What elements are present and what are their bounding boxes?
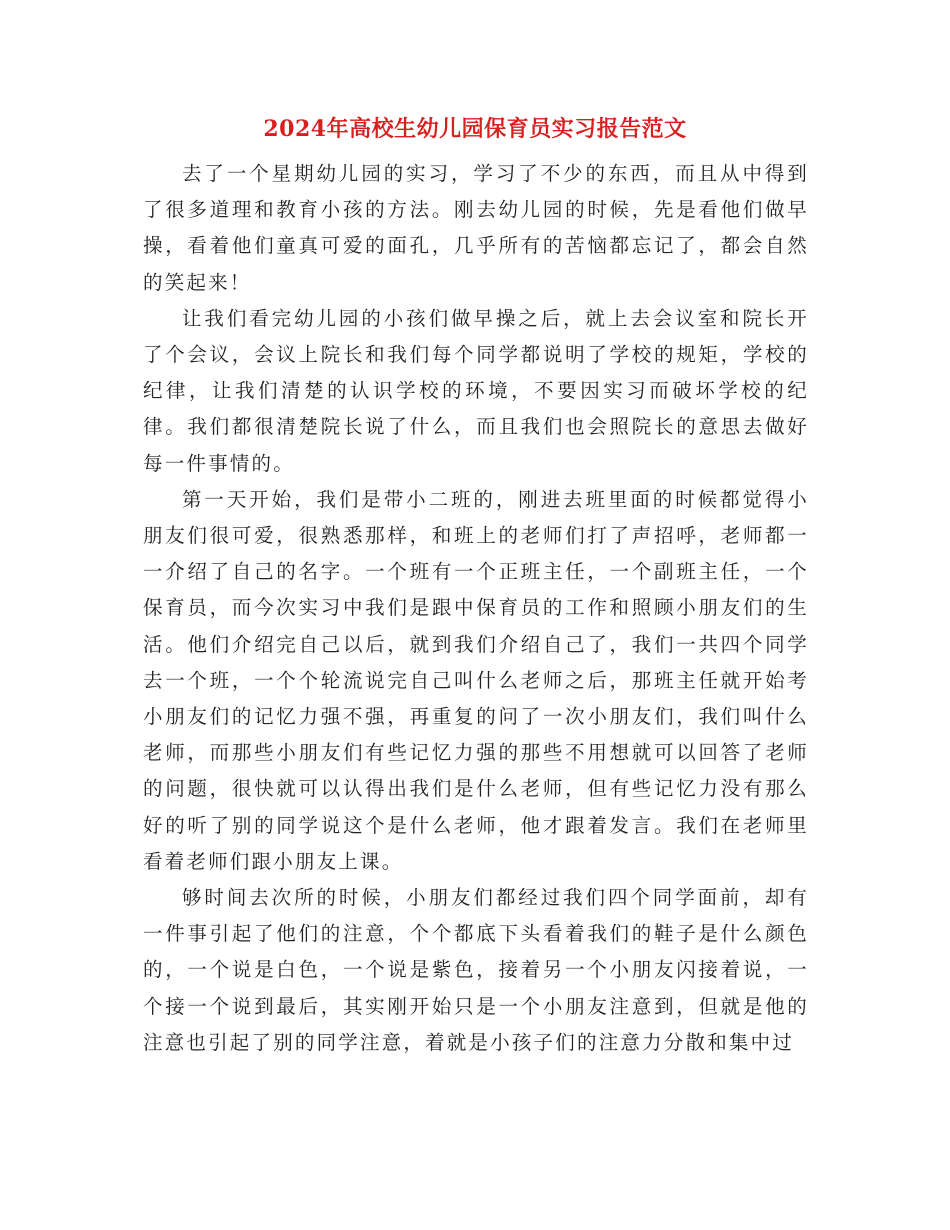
- paragraph-4: 够时间去次所的时候，小朋友们都经过我们四个同学面前，却有一件事引起了他们的注意，个个都底下头看着我们的鞋子是什么颜色的，一个说是白色，一个说是紫色，接着另一个小朋友闪接着说，一个接一个说到最后，其实刚开始只是一个小朋友注意到，但就是他的注意也引起了别的同学注意，着就是小孩子们的注意力分散和集中过: [143, 886, 809, 1054]
- document-body: [143, 156, 809, 1061]
- paragraph-2: 让我们看完幼儿园的小孩们做早操之后，就上去会议室和院长开了个会议，会议上院长和我们每个同学都说明了学校的规矩，学校的纪律，让我们清楚的认识学校的环境，不要因实习而破坏学校的纪律。我们都很清楚院长说了什么，而且我们也会照院长的意思去做好每一件事情的。: [143, 306, 809, 475]
- document-title: 2024年高校生幼儿园保育员实习报告范文: [263, 116, 687, 142]
- paragraph-1: 去了一个星期幼儿园的实习，学习了不少的东西，而且从中得到了很多道理和教育小孩的方法。刚去幼儿园的时候，先是看他们做早操，看着他们童真可爱的面孔，几乎所有的苦恼都忘记了，都会自然的笑起来！: [143, 162, 809, 294]
- paragraph-3: 第一天开始，我们是带小二班的，刚进去班里面的时候都觉得小朋友们很可爱，很熟悉那样，和班上的老师们打了声招呼，老师都一一介绍了自己的名字。一个班有一个正班主任，一个副班主任，一个保育员，而今次实习中我们是跟中保育员的工作和照顾小朋友们的生活。他们介绍完自己以后，就到我们介绍自己了，我们一共四个同学去一个班，一个个轮流说完自己叫什么老师之后，那班主任就开始考小朋友们的记忆力强不强，再重复的问了一次小朋友们，我们叫什么老师，而那些小朋友们有些记忆力强的那些不用想就可以回答了老师的问题，很快就可以认得出我们是什么老师，但有些记忆力没有那么好的听了别的同学说这个是什么老师，他才跟着发言。我们在老师里看着老师们跟小朋友上课。: [143, 487, 809, 873]
